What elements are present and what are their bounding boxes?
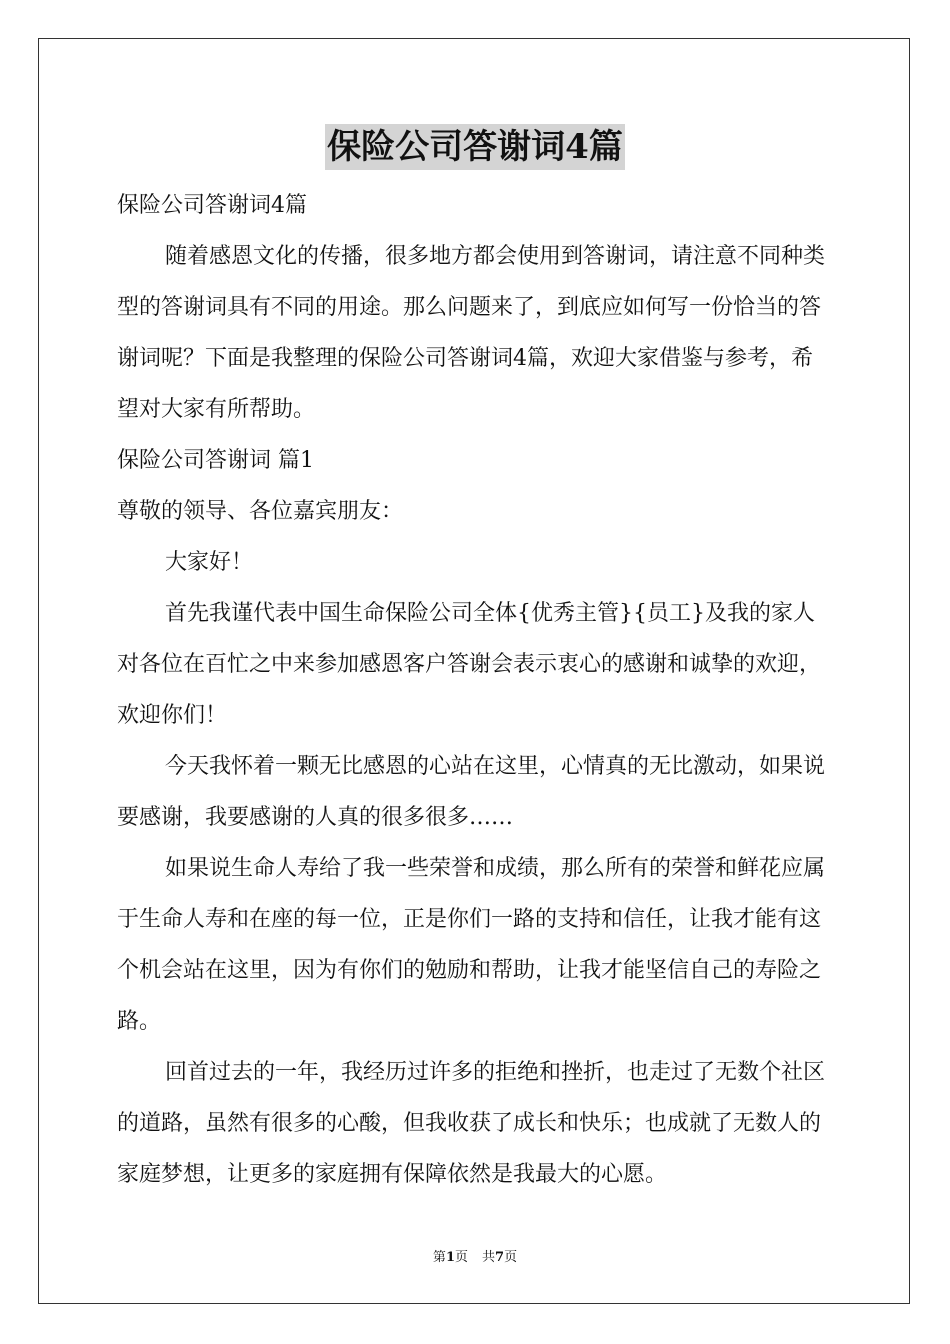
page-prefix: 第 [432, 1250, 446, 1265]
body-paragraph: 如果说生命人寿给了我一些荣誉和成绩，那么所有的荣誉和鲜花应属于生命人寿和在座的每一位，正是你们一路的支持和信任，让我才能有这个机会站在这里，因为有你们的勉励和帮助，让我才能坚信自己的寿险之路。 [117, 856, 826, 1034]
total-prefix: 共 [482, 1250, 496, 1265]
total-pages: 7 [495, 1250, 505, 1265]
body-paragraph: 今天我怀着一颗无比感恩的心站在这里，心情真的无比激动，如果说要感谢，我要感谢的人真的很多很多…… [117, 754, 826, 830]
total-suffix: 页 [504, 1250, 518, 1265]
greeting: 大家好！ [165, 550, 254, 575]
section-heading: 保险公司答谢词 篇1 [117, 448, 314, 473]
body-paragraph: 回首过去的一年，我经历过许多的拒绝和挫折，也走过了无数个社区的道路，虽然有很多的心酸，但我收获了成长和快乐；也成就了无数人的家庭梦想，让更多的家庭拥有保障依然是我最大的心愿。 [117, 1060, 826, 1187]
intro-paragraph: 随着感恩文化的传播，很多地方都会使用到答谢词，请注意不同种类型的答谢词具有不同的用途。那么问题来了，到底应如何写一份恰当的答谢词呢？下面是我整理的保险公司答谢词4篇，欢迎大家借鉴与参考，希望对大家有所帮助。 [117, 244, 826, 422]
page-suffix: 页 [454, 1250, 468, 1265]
salutation: 尊敬的领导、各位嘉宾朋友： [117, 499, 404, 524]
body-paragraph: 首先我谨代表中国生命保险公司全体{优秀主管}{员工}及我的家人对各位在百忙之中来参加感恩客户答谢会表示衷心的感谢和诚挚的欢迎，欢迎你们！ [117, 601, 822, 728]
page-footer [0, 1246, 950, 1265]
title-container [0, 124, 950, 170]
page-number: 1 [445, 1250, 455, 1265]
document-title: 保险公司答谢词4篇 [325, 124, 625, 170]
document-body [117, 180, 833, 1200]
document-subtitle: 保险公司答谢词4篇 [117, 193, 307, 218]
